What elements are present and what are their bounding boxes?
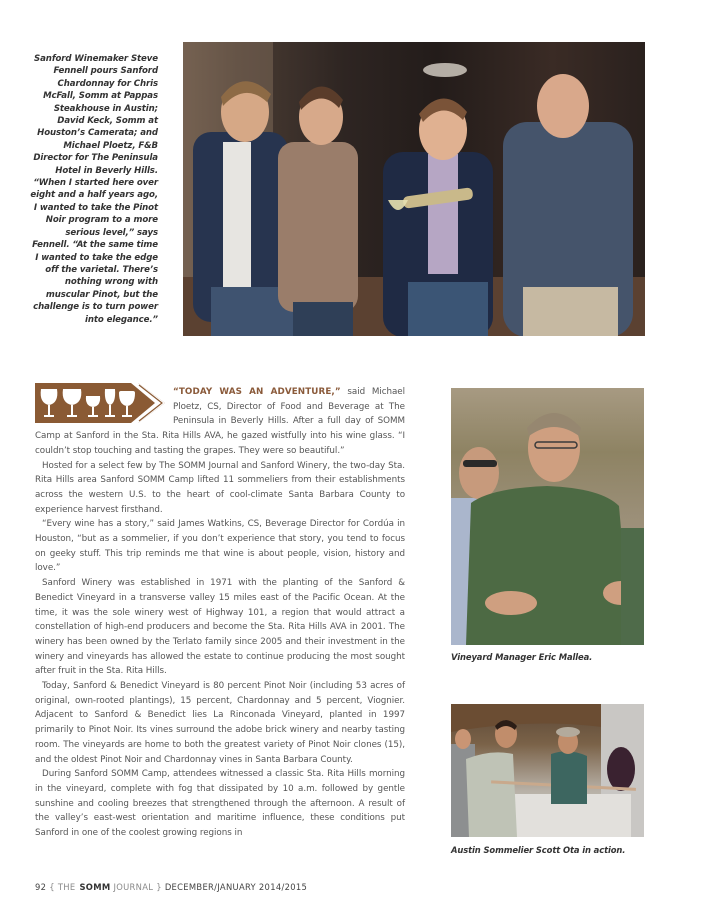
eric-photo-caption: Vineyard Manager Eric Mallea. [451, 652, 593, 662]
article-paragraph: Sanford Winery was established in 1971 with the planting of the Sanford & Benedict Vineyard in a transverse valley 15 miles east of the Pacific Ocean. At the time, it was the sole winery west of Highway 101, a region that would attract a constellation of high-end producers and become the Sta. Rita Hills AVA in 2001. The winery has been owned by the Terlato family since 2005 and their investment in the winery and vineyards has allowed the estate to continue producing the most sought after fruit in the Sta. Rita Hills. [35, 578, 405, 677]
brace-open: { [49, 882, 55, 892]
page-number: 92 [35, 882, 47, 892]
main-photo-caption: Sanford Winemaker Steve Fennell pours Sanford Chardonnay for Chris McFall, Somm at Pappas Steakhouse in Austin; David Keck, Somm at Houston’s Camerata; and Michael Ploetz, F&B Director for The Peninsula Hotel in Beverly Hills. “When I started here over eight and a half years ago, I wanted to take the Pinot Noir program to a more serious level,” says Fennell. “At the same time I wanted to take the edge off the varietal. There’s nothing wrong with muscular Pinot, but the challenge is to turn power into elegance.” [30, 54, 158, 325]
eric-photo-illustration [451, 388, 644, 645]
scott-photo-caption: Austin Sommelier Scott Ota in action. [451, 845, 626, 855]
article-body [35, 385, 405, 841]
article-paragraph: Hosted for a select few by The SOMM Journal and Sanford Winery, the two-day Sta. Rita Hills area Sanford SOMM Camp lifted 11 sommeliers from their establishments across the western U.S. to the heart of cool-climate Santa Barbara County to experience harvest firsthand. [35, 460, 405, 515]
icon-float-spacer [35, 385, 173, 427]
scott-ota-photo [451, 704, 644, 837]
eric-mallea-photo [451, 388, 644, 645]
main-photo-illustration [183, 42, 645, 336]
lead-headline: “TODAY WAS AN ADVENTURE,” [173, 387, 341, 397]
main-photo [183, 42, 645, 336]
publication-name-bold: SOMM [79, 882, 111, 892]
scott-photo-illustration [451, 704, 644, 837]
article-paragraph: Today, Sanford & Benedict Vineyard is 80 percent Pinot Noir (including 53 acres of original, own-rooted plantings), 15 percent, Chardonnay and 5 percent, Viognier. Adjacent to Sanford & Benedict lies La Rinconada Vineyard, planted in 1997 primarily to Pinot Noir. Its vines surround the adobe brick winery and nearby tasting room. The vineyards are home to both the greatest variety of Pinot Noir clones (15), and the oldest Pinot Noir and Chardonnay vines in Santa Barbara County. [35, 681, 405, 765]
issue-date: DECEMBER/JANUARY 2014/2015 [164, 882, 308, 892]
brace-close: } [156, 882, 162, 892]
publication-suffix: JOURNAL [113, 882, 154, 892]
article-paragraph: During Sanford SOMM Camp, attendees witnessed a classic Sta. Rita Hills morning in the vineyard, complete with fog that dissipated by 10 a.m. followed by gentle sunshine and cooling breezes that strengthened through the afternoon. A result of the valley’s east-west orientation and maritime influence, these conditions put Sanford in one of the coolest growing regions in [35, 769, 405, 839]
lead-text: said Michael Ploetz, CS, Director of Food and Beverage at The Peninsula in Beverly Hills. After a full day of SOMM Camp at Sanford in the Sta. Rita Hills AVA, he gazed wistfully into his wine glass. “I couldn’t stop touching and tasting the grapes. They were so beautiful.” [35, 387, 405, 456]
article-paragraph: “Every wine has a story,” said James Watkins, CS, Beverage Director for Cordúa in Houston, “but as a sommelier, if you don’t experience that story, you tend to focus on geeky stuff. This trip reminds me that wine is about people, vision, history and love.” [35, 519, 405, 574]
page-footer [35, 882, 307, 892]
publication-prefix: THE [57, 882, 76, 892]
